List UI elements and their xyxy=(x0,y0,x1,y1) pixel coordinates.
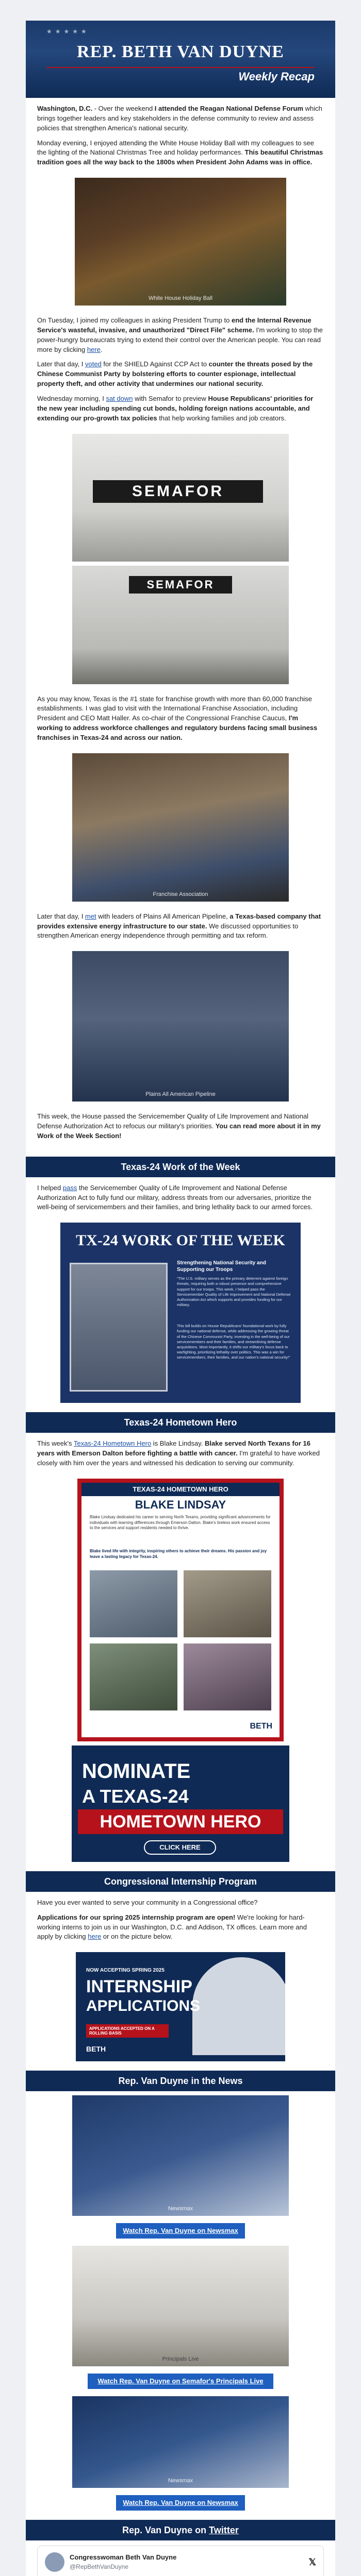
internship-graphic[interactable] xyxy=(76,1952,285,2061)
intro-paragraph-2: Monday evening, I enjoyed attending the White House Holiday Ball with my colleagues to see the lighting of the National Christmas Tree and holiday performances. This beautiful Christmas tradition goes all the way back to the 1800s when President John Adams was in office. xyxy=(37,139,323,166)
hero-text xyxy=(26,1433,335,1475)
nominate-line-2: A TEXAS-24 xyxy=(82,1785,189,1807)
embedded-tweet[interactable] xyxy=(37,2546,324,2576)
direct-file-link[interactable]: here xyxy=(87,345,101,353)
shield-paragraph: Later that day, I voted for the SHIELD Against CCP Act to counter the threats posed by the Chinese Communist Party by bolstering efforts to counter espionage, intellectual property theft, and other activity that undermines our national security. xyxy=(37,360,313,388)
hero-card-body: Blake Lindsay dedicated his career to serving North Texans, providing significant advancements for individuals with learning differences through Emerson Dalton. Blake's tireless work ensured access to the services and support residents needed to thrive. xyxy=(90,1514,271,1531)
header-divider xyxy=(46,67,315,68)
voted-link[interactable]: voted xyxy=(85,360,102,368)
hero-photo-2 xyxy=(184,1570,271,1637)
defense-text xyxy=(26,1106,335,1147)
plains-paragraph: Later that day, I met with leaders of Plains All American Pipeline, a Texas-based company that provides extensive energy infrastructure to our state. We discussed opportunities to strengthen American energy independence through permitting and tax reform. xyxy=(37,912,321,940)
photo-newsmax-interview: Newsmax xyxy=(72,2095,289,2216)
section-in-the-news: Rep. Van Duyne in the News xyxy=(26,2071,335,2091)
wow-graphic-quote-2: This bill builds on House Republicans' foundational work by fully funding our national defense, while addressing the growing threat of the Chinese Communist Party, investing in the well-being of our servicemembers and their families, and streamlining defense acquisitions. Most importantly, it shifts our military's focus back to warfighting, prioritizing lethality over politics. This was a win for servicemembers, their families, and our nation's national security!" xyxy=(177,1324,290,1360)
defense-paragraph: This week, the House passed the Servicemember Quality of Life Improvement and National Defense Authorization Act to refocus our military's priorities. You can read more about it in my Work of the Week Section! xyxy=(37,1112,321,1140)
wow-graphic xyxy=(60,1223,301,1403)
met-link[interactable]: met xyxy=(85,912,96,920)
hero-card xyxy=(77,1479,284,1741)
hero-brand-logo: BETH xyxy=(250,1721,272,1731)
header-banner xyxy=(26,21,335,98)
section-internship: Congressional Internship Program xyxy=(26,1871,335,1892)
internship-graphic-title-1: INTERNSHIP xyxy=(86,1977,192,1997)
watch-newsmax-button[interactable]: Watch Rep. Van Duyne on Newsmax xyxy=(116,2223,245,2239)
internship-graphic-note: APPLICATIONS ACCEPTED ON A ROLLING BASIS xyxy=(86,2024,169,2038)
photo-white-house-ball: White House Holiday Ball xyxy=(75,178,286,306)
tweet-avatar xyxy=(45,2552,64,2572)
hero-photo-4 xyxy=(184,1643,271,1710)
intro-paragraph-1: Washington, D.C. - Over the weekend I attended the Reagan National Defense Forum which brings together leaders and key stakeholders in the defense community to review and assess policies that strengthen America's national security. xyxy=(37,105,322,132)
pass-link[interactable]: pass xyxy=(62,1183,77,1192)
section-work-of-the-week: Texas-24 Work of the Week xyxy=(26,1157,335,1177)
sat-down-link[interactable]: sat down xyxy=(106,394,133,402)
nominate-line-1: NOMINATE xyxy=(82,1759,191,1783)
wow-graphic-title: TX-24 WORK OF THE WEEK xyxy=(76,1232,285,1249)
nominate-hero-banner[interactable] xyxy=(72,1745,289,1862)
newsletter xyxy=(26,21,335,2576)
twitter-link[interactable]: Twitter xyxy=(209,2525,239,2536)
hero-photo-3 xyxy=(90,1643,177,1710)
section-twitter: Rep. Van Duyne on Twitter xyxy=(26,2520,335,2540)
header-subtitle: Weekly Recap xyxy=(238,70,315,83)
hero-card-title: TEXAS-24 HOMETOWN HERO xyxy=(81,1483,280,1496)
semafor-paragraph: Wednesday morning, I sat down with Semafor to preview House Republicans' priorities for the new year including spending cut bonds, holding foreign nations accountable, and extending our pro-growth tax policies that help working families and job creators. xyxy=(37,394,314,422)
star-decoration: ★★★★★ xyxy=(46,28,90,35)
photo-principals-live: Principals Live xyxy=(72,2246,289,2366)
hero-card-quote: Blake lived life with integrity, inspiring others to achieve their dreams. His passion and joy leave a lasting legacy for Texas-24. xyxy=(90,1548,267,1559)
section-hometown-hero: Texas-24 Hometown Hero xyxy=(26,1412,335,1433)
internship-graphic-title-2: APPLICATIONS xyxy=(86,1997,201,2015)
hero-paragraph: This week's Texas-24 Hometown Hero is Blake Lindsay. Blake served North Texans for 16 years with Emerson Dalton before fighting a battle with cancer. I'm grateful to have worked closely with him over the years and witnessed his dedication to serving our community. xyxy=(37,1439,320,1467)
nominate-click-here-button[interactable]: CLICK HERE xyxy=(144,1840,216,1855)
direct-file-paragraph: On Tuesday, I joined my colleagues in asking President Trump to end the Internal Revenue Service's wasteful, invasive, and unauthorized "Direct File" scheme. I'm working to stop the power-hungry bureaucrats trying to extend their control over the American people. You can read more by clicking here. xyxy=(37,316,323,353)
franchise-paragraph: As you may know, Texas is the #1 state for franchise growth with more than 60,000 franchise establishments. I was glad to visit with the International Franchise Association, including President and CEO Matt Haller. As co-chair of the Congressional Franchise Caucus, I'm working to address workforce challenges and regulatory burdens facing small business franchises in Texas-24 and across our nation. xyxy=(37,694,318,741)
wow-text xyxy=(26,1177,335,1219)
tuesday-text xyxy=(26,310,335,429)
tweet-author-handle: @RepBethVanDuyne xyxy=(70,2563,129,2570)
internship-graphic-top: NOW ACCEPTING SPRING 2025 xyxy=(86,1968,165,1974)
internship-text xyxy=(26,1892,335,1948)
wow-portrait xyxy=(70,1263,168,1392)
internship-brand-logo: BETH xyxy=(86,2045,106,2054)
wow-graphic-heading: Strengthening National Security and Supporting our Troops xyxy=(177,1260,266,1273)
internship-here-link[interactable]: here xyxy=(88,1933,102,1941)
hometown-hero-link[interactable]: Texas-24 Hometown Hero xyxy=(73,1439,152,1448)
photo-franchise-association: Franchise Association xyxy=(72,753,289,902)
photo-semafor-stage xyxy=(72,566,289,684)
watch-semafor-principals-live-button[interactable]: Watch Rep. Van Duyne on Semafor's Principals Live xyxy=(88,2374,273,2389)
franchise-text xyxy=(26,688,335,749)
internship-paragraph-2: Applications for our spring 2025 internship program are open! We're looking for hard-working interns to join us in our Washington, D.C. and Addison, TX offices. Learn more and apply by clicking here or on the picture below. xyxy=(37,1913,307,1941)
internship-paragraph-1: Have you ever wanted to serve your community in a Congressional office? xyxy=(37,1898,258,1906)
intro-text xyxy=(26,98,335,174)
wow-paragraph: I helped pass the Servicemember Quality of Life Improvement and National Defense Authorization Act to fully fund our military, address threats from our adversaries, prioritize the well-being of servicemembers and their families, and bring lethality back to our armed forces. xyxy=(37,1183,313,1211)
watch-newsmax-button-2[interactable]: Watch Rep. Van Duyne on Newsmax xyxy=(116,2495,245,2511)
semafor-sign: SEMAFOR xyxy=(93,480,263,503)
hero-photo-1 xyxy=(90,1570,177,1637)
hero-card-name: BLAKE LINDSAY xyxy=(135,1498,226,1511)
photo-semafor-interview xyxy=(72,434,289,562)
x-logo-icon: 𝕏 xyxy=(308,2557,316,2568)
header-title: REP. BETH VAN DUYNE xyxy=(77,42,284,61)
semafor-sign-2: SEMAFOR xyxy=(129,576,232,594)
wow-graphic-quote-1: "The U.S. military serves as the primary deterrent against foreign threats, requiring both a robust presence and comprehensive support for our troops. This week, I helped pass the Servicemember Quality of Life Improvement and National Defense Authorization Act which supports and provides funding for our military. xyxy=(177,1276,291,1307)
photo-newsmax-interview-2: Newsmax xyxy=(72,2396,289,2488)
photo-plains-pipeline: Plains All American Pipeline xyxy=(72,951,289,1101)
capitol-dome-image xyxy=(192,1957,285,2055)
plains-text xyxy=(26,906,335,947)
tweet-author-name: Congresswoman Beth Van Duyne xyxy=(70,2553,177,2562)
nominate-line-3: HOMETOWN HERO xyxy=(78,1809,283,1834)
